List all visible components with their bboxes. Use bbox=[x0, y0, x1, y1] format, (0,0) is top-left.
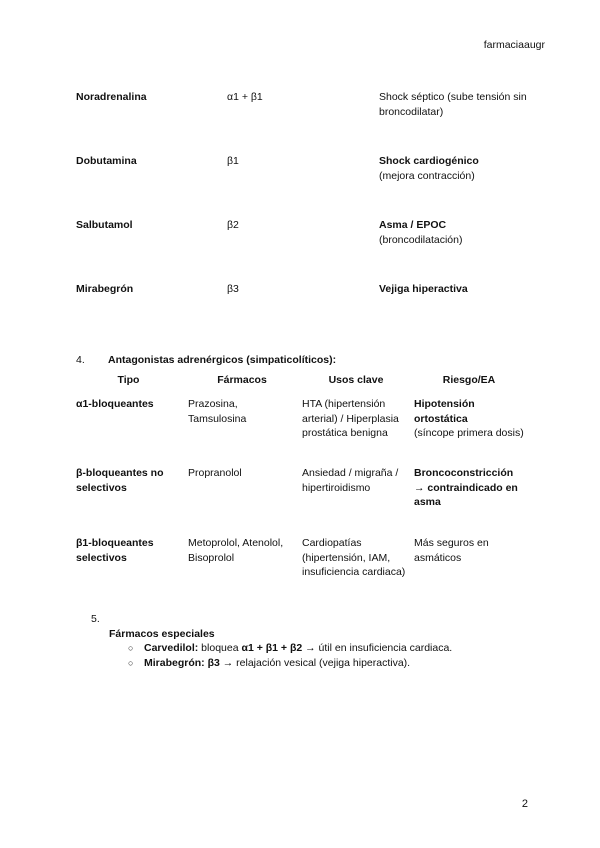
table-row bbox=[76, 90, 536, 122]
receptors: β3 bbox=[207, 657, 220, 669]
column-header-riesgo: Riesgo/EA bbox=[442, 374, 496, 386]
riesgo-text: (síncope primera dosis) bbox=[414, 427, 524, 439]
tipo-cell: α1-bloqueantes bbox=[76, 398, 154, 410]
usos-cell: Ansiedad / migraña / hipertiroidismo bbox=[302, 467, 399, 494]
clinical-use bbox=[379, 154, 529, 183]
bullet-circle-icon: ○ bbox=[128, 658, 134, 668]
bullet-text: → relajación vesical (vejiga hiperactiva). bbox=[219, 657, 411, 669]
clinical-use-text: (mejora contracción) bbox=[379, 169, 475, 182]
clinical-use-bold: Vejiga hiperactiva bbox=[379, 283, 468, 295]
receptors: α1 + β1 + β2 bbox=[241, 642, 303, 654]
farmacos-cell: Metoprolol, Atenolol, Bisoprolol bbox=[188, 537, 284, 564]
section-number: 5. bbox=[91, 613, 100, 625]
riesgo-cell bbox=[414, 466, 524, 510]
table-row bbox=[76, 154, 536, 186]
page-number: 2 bbox=[521, 798, 528, 810]
riesgo-text: Más seguros en asmáticos bbox=[414, 537, 489, 564]
riesgo-bold: Hipotensión ortostática bbox=[414, 398, 475, 425]
section-title: Antagonistas adrenérgicos (simpaticolíticos): bbox=[108, 354, 337, 366]
column-header-tipo: Tipo bbox=[117, 374, 140, 386]
section-number: 4. bbox=[76, 354, 85, 366]
table-row bbox=[76, 218, 536, 250]
clinical-use-text: Shock séptico (sube tensión sin broncodilatar) bbox=[379, 91, 527, 118]
tipo-cell: β-bloqueantes no selectivos bbox=[76, 467, 164, 494]
drug-name: Mirabegrón bbox=[76, 283, 134, 295]
drug-name: Carvedilol: bbox=[144, 642, 199, 654]
riesgo-bold: Broncoconstricción → contraindicado en asma bbox=[414, 467, 518, 508]
receptor: α1 + β1 bbox=[227, 91, 263, 103]
clinical-use-bold: Asma / EPOC bbox=[379, 219, 447, 231]
clinical-use bbox=[379, 218, 529, 247]
riesgo-cell bbox=[414, 397, 524, 441]
section-title: Fármacos especiales bbox=[109, 628, 215, 640]
clinical-use bbox=[379, 90, 529, 119]
receptor: β2 bbox=[227, 219, 239, 231]
usos-cell: Cardiopatías (hipertensión, IAM, insuficiencia cardiaca) bbox=[302, 537, 406, 578]
clinical-use bbox=[379, 282, 529, 297]
clinical-use-text: (broncodilatación) bbox=[379, 233, 463, 246]
tipo-cell: β1-bloqueantes selectivos bbox=[76, 537, 154, 564]
riesgo-cell bbox=[414, 536, 524, 565]
column-header-farmacos: Fármacos bbox=[217, 374, 267, 386]
receptor: β1 bbox=[227, 155, 239, 167]
drug-name: Noradrenalina bbox=[76, 91, 147, 103]
table-row bbox=[76, 282, 536, 314]
clinical-use-bold: Shock cardiogénico bbox=[379, 155, 479, 167]
receptor: β3 bbox=[227, 283, 239, 295]
usos-cell: HTA (hipertensión arterial) / Hiperplasia prostática benigna bbox=[302, 398, 399, 439]
bullet-text: → útil en insuficiencia cardiaca. bbox=[302, 642, 453, 654]
table-header bbox=[76, 373, 536, 389]
column-header-usos: Usos clave bbox=[328, 374, 384, 386]
page-header: farmaciaaugr bbox=[483, 39, 545, 51]
bullet-circle-icon: ○ bbox=[128, 643, 134, 653]
farmacos-cell: Propranolol bbox=[188, 467, 242, 479]
farmacos-cell: Prazosina, Tamsulosina bbox=[188, 398, 247, 425]
drug-name: Mirabegrón: bbox=[144, 657, 205, 669]
drug-name: Dobutamina bbox=[76, 155, 137, 167]
bullet-text: bloquea bbox=[198, 642, 242, 654]
drug-name: Salbutamol bbox=[76, 219, 133, 231]
